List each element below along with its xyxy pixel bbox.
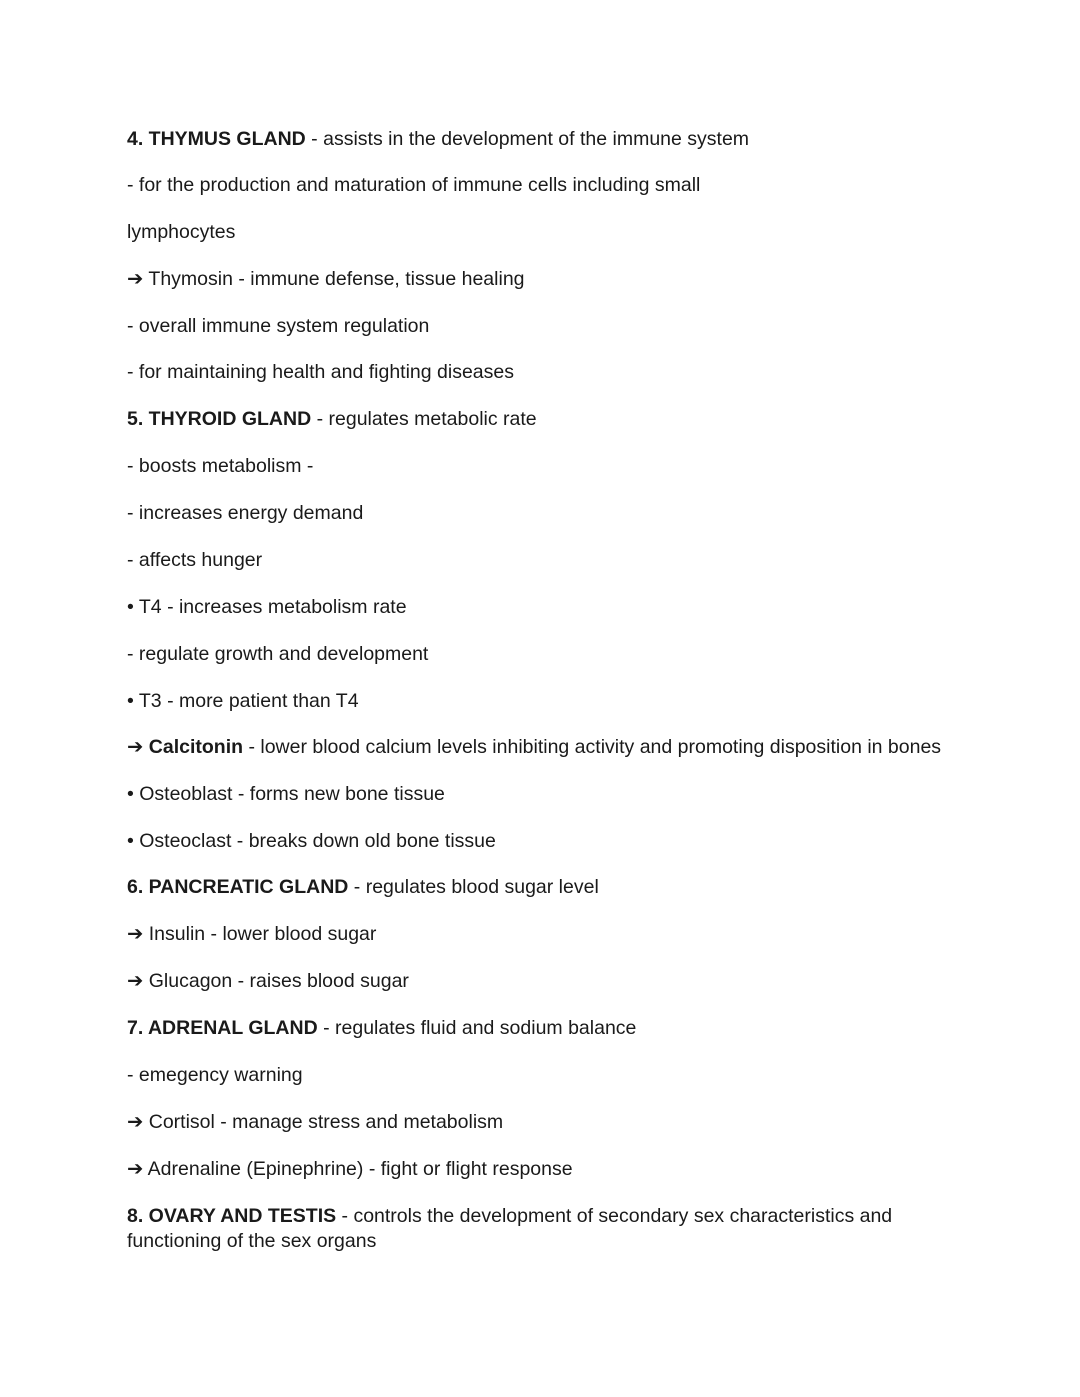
note-line: - affects hunger bbox=[127, 549, 263, 571]
heading-label: 4. THYMUS GLAND bbox=[127, 128, 306, 150]
bullet-item-t3: • T3 - more patient than T4 bbox=[127, 690, 359, 712]
heading-description: - controls the development of secondary sex characteristics and functioning of the sex organs bbox=[127, 1205, 893, 1252]
note-line: - boosts metabolism - bbox=[127, 455, 314, 477]
hormone-item-cortisol: ➔ Cortisol - manage stress and metabolism bbox=[127, 1111, 504, 1133]
heading-description: - regulates fluid and sodium balance bbox=[317, 1017, 637, 1039]
heading-description: - assists in the development of the immune system bbox=[305, 128, 750, 150]
hormone-description: - lower blood calcium levels inhibiting activity and promoting disposition in bones bbox=[243, 736, 942, 758]
hormone-name: Calcitonin bbox=[148, 736, 244, 758]
heading-label: 5. THYROID GLAND bbox=[127, 408, 312, 430]
note-line: - overall immune system regulation bbox=[127, 315, 430, 337]
heading-description: - regulates blood sugar level bbox=[348, 876, 599, 898]
heading-label: 6. PANCREATIC GLAND bbox=[127, 876, 349, 898]
bullet-item-osteoblast: • Osteoblast - forms new bone tissue bbox=[127, 783, 445, 805]
note-line: lymphocytes bbox=[127, 221, 236, 243]
heading-thyroid-gland bbox=[127, 407, 537, 432]
arrow-icon: ➔ bbox=[127, 736, 149, 758]
note-line: - for maintaining health and fighting diseases bbox=[127, 361, 514, 383]
heading-adrenal-gland bbox=[127, 1016, 636, 1041]
note-line: - emegency warning bbox=[127, 1064, 303, 1086]
heading-ovary-and-testis bbox=[127, 1204, 927, 1254]
hormone-item-insulin: ➔ Insulin - lower blood sugar bbox=[127, 923, 377, 945]
heading-description: - regulates metabolic rate bbox=[311, 408, 537, 430]
hormone-item-calcitonin bbox=[127, 735, 941, 760]
hormone-item-glucagon: ➔ Glucagon - raises blood sugar bbox=[127, 970, 409, 992]
note-line: - regulate growth and development bbox=[127, 643, 429, 665]
heading-label: 8. OVARY AND TESTIS bbox=[127, 1205, 337, 1227]
note-line: - increases energy demand bbox=[127, 502, 364, 524]
bullet-item-osteoclast: • Osteoclast - breaks down old bone tissue bbox=[127, 830, 496, 852]
heading-pancreatic-gland bbox=[127, 875, 599, 900]
heading-label: 7. ADRENAL GLAND bbox=[127, 1017, 318, 1039]
heading-thymus-gland bbox=[127, 127, 749, 152]
hormone-item-thymosin: ➔ Thymosin - immune defense, tissue healing bbox=[127, 268, 525, 290]
bullet-item-t4: • T4 - increases metabolism rate bbox=[127, 596, 407, 618]
hormone-item-adrenaline: ➔ Adrenaline (Epinephrine) - fight or flight response bbox=[127, 1158, 573, 1180]
note-line: - for the production and maturation of immune cells including small bbox=[127, 174, 701, 196]
